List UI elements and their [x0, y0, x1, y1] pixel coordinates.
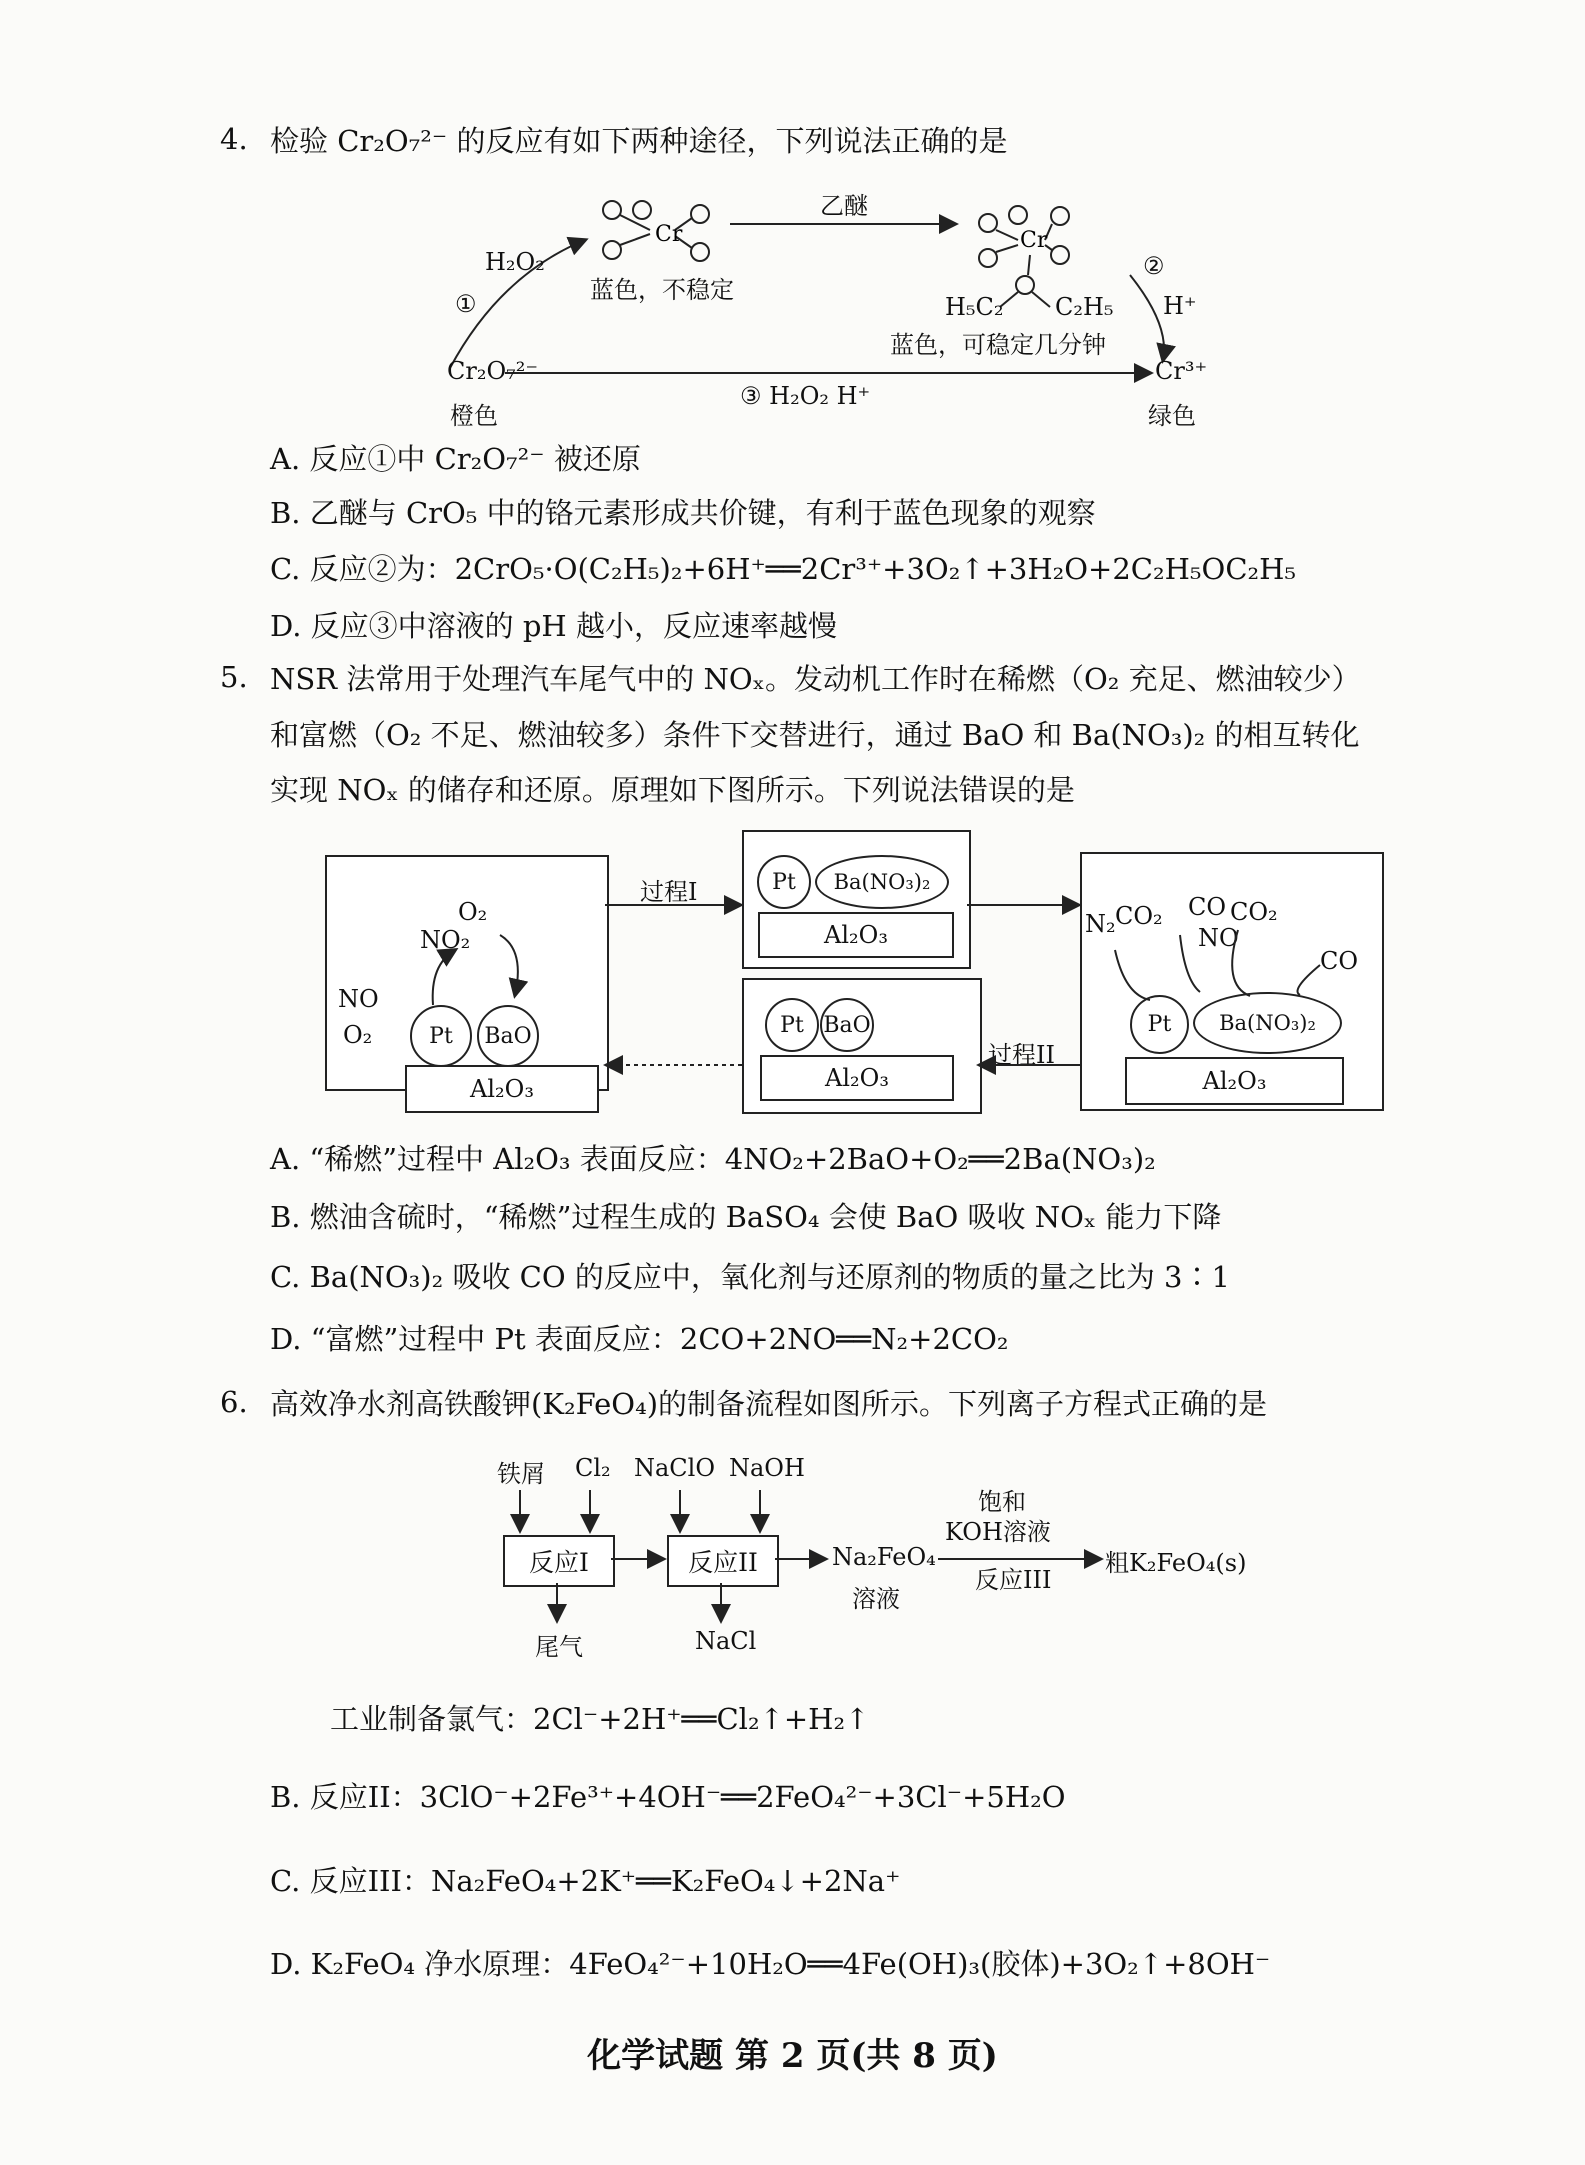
q6-option-b: B. 反应II：3ClO⁻+2Fe³⁺+4OH⁻══2FeO₄²⁻+3Cl⁻+5H₂O — [270, 1780, 1066, 1814]
question-5-line-3: 实现 NOₓ 的储存和还原。原理如下图所示。下列说法错误的是 — [270, 773, 1075, 807]
q6-reagent-3: KOH溶液 — [945, 1518, 1051, 1546]
question-5-line-2: 和富燃（O₂ 不足、燃油较多）条件下交替进行，通过 BaO 和 Ba(NO₃)₂ 的相互转化 — [270, 718, 1360, 752]
q4-step1: ① — [455, 290, 477, 318]
q6-option-c: C. 反应III：Na₂FeO₄+2K⁺══K₂FeO₄↓+2Na⁺ — [270, 1864, 901, 1898]
page-footer: 化学试题 第 2 页(共 8 页) — [587, 2036, 998, 2076]
q5-left-o2-top: O₂ — [458, 898, 488, 926]
q4-right-color: 绿色 — [1148, 402, 1196, 430]
q5-left-pt: Pt — [410, 1005, 472, 1067]
q5-right-co-side: CO — [1320, 947, 1359, 975]
q5-option-b: B. 燃油含硫时，“稀燃”过程生成的 BaSO₄ 会使 BaO 吸收 NOₓ 能力下降 — [270, 1200, 1222, 1234]
q6-input-naoh: NaOH — [729, 1454, 805, 1482]
q5-option-d: D. “富燃”过程中 Pt 表面反应：2CO+2NO══N₂+2CO₂ — [270, 1322, 1009, 1356]
q5-top-al2o3: Al₂O₃ — [758, 912, 954, 958]
q6-reaction-2-box: 反应II — [667, 1535, 779, 1587]
q4-right-species: Cr³⁺ — [1155, 357, 1208, 385]
q6-exhaust: 尾气 — [535, 1633, 583, 1661]
q4-left-species: Cr₂O₇²⁻ — [447, 357, 539, 385]
q5-bottom-al2o3: Al₂O₃ — [760, 1055, 954, 1101]
svg-text:Cr: Cr — [1020, 228, 1048, 253]
question-4-number: 4. — [220, 122, 248, 156]
q5-process-2: 过程II — [988, 1041, 1055, 1069]
q6-reaction-3: 反应III — [975, 1566, 1052, 1594]
q4-top-right-label: 蓝色，可稳定几分钟 — [890, 331, 1106, 359]
q4-top-reagent: 乙醚 — [820, 192, 868, 220]
q4-ether-left: H₅C₂ — [945, 293, 1004, 321]
q5-bottom-pt: Pt — [765, 998, 819, 1052]
q4-option-c: C. 反应②为：2CrO₅·O(C₂H₅)₂+6H⁺══2Cr³⁺+3O₂↑+3H₂O+2C₂H₅OC₂H₅ — [270, 552, 1297, 586]
q6-input-naclo: NaClO — [634, 1454, 716, 1482]
q4-option-a: A. 反应①中 Cr₂O₇²⁻ 被还原 — [270, 442, 641, 476]
question-5-number: 5. — [220, 660, 248, 694]
q5-left-no2: NO₂ — [420, 926, 471, 954]
q5-bottom-bao: BaO — [820, 998, 874, 1052]
q4-left-color: 橙色 — [450, 402, 498, 430]
q4-step3: ③ H₂O₂ H⁺ — [740, 382, 871, 410]
question-4-stem: 检验 Cr₂O₇²⁻ 的反应有如下两种途径，下列说法正确的是 — [270, 124, 1008, 158]
q5-top-ba-nitrate: Ba(NO₃)₂ — [815, 855, 949, 909]
q6-input-cl2: Cl₂ — [575, 1454, 611, 1482]
q6-input-iron: 铁屑 — [497, 1460, 545, 1488]
q6-product-1b: 溶液 — [852, 1585, 900, 1613]
q5-right-co2-1: CO₂ — [1115, 902, 1163, 930]
q5-left-no: NO — [338, 985, 379, 1013]
q5-process-1: 过程I — [640, 878, 698, 906]
q5-left-al2o3: Al₂O₃ — [405, 1065, 599, 1113]
q5-option-c: C. Ba(NO₃)₂ 吸收 CO 的反应中，氧化剂与还原剂的物质的量之比为 3∶1 — [270, 1260, 1230, 1294]
question-6-number: 6. — [220, 1385, 248, 1419]
q5-left-o2-bottom: O₂ — [343, 1021, 373, 1049]
q6-nacl: NaCl — [695, 1627, 757, 1655]
q5-right-al2o3: Al₂O₃ — [1125, 1057, 1344, 1105]
q4-ether-right: C₂H₅ — [1055, 293, 1114, 321]
q6-option-a: 工业制备氯气：2Cl⁻+2H⁺══Cl₂↑+H₂↑ — [330, 1702, 870, 1736]
q6-option-d: D. K₂FeO₄ 净水原理：4FeO₄²⁻+10H₂O══4Fe(OH)₃(胶体)+3O₂↑+8OH⁻ — [270, 1947, 1271, 1981]
question-5-line-1: NSR 法常用于处理汽车尾气中的 NOₓ。发动机工作时在稀燃（O₂ 充足、燃油较少） — [270, 662, 1361, 696]
q4-top-left-label: 蓝色，不稳定 — [590, 276, 734, 304]
q5-right-n2: N₂ — [1085, 910, 1116, 938]
q5-left-bao: BaO — [477, 1005, 539, 1067]
q5-option-a: A. “稀燃”过程中 Al₂O₃ 表面反应：4NO₂+2BaO+O₂══2Ba(NO₃)₂ — [270, 1142, 1156, 1176]
q5-top-pt: Pt — [757, 855, 811, 909]
q5-right-co: CO — [1188, 893, 1227, 921]
q4-right-reagent: H⁺ — [1163, 292, 1197, 320]
q6-reaction-1-box: 反应I — [503, 1535, 615, 1587]
q5-right-ba-nitrate: Ba(NO₃)₂ — [1193, 992, 1342, 1054]
q4-option-b: B. 乙醚与 CrO₅ 中的铬元素形成共价键，有利于蓝色现象的观察 — [270, 496, 1096, 530]
q4-left-reagent: H₂O₂ — [485, 248, 545, 276]
svg-text:Cr: Cr — [655, 222, 683, 247]
q4-option-d: D. 反应③中溶液的 pH 越小，反应速率越慢 — [270, 609, 837, 643]
q6-final-product: 粗K₂FeO₄(s) — [1105, 1549, 1247, 1577]
q5-right-no: NO — [1198, 924, 1239, 952]
q6-product-1: Na₂FeO₄ — [832, 1543, 936, 1571]
q4-step2: ② — [1143, 252, 1165, 280]
q6-reagent-3-top: 饱和 — [978, 1488, 1026, 1516]
question-6-stem: 高效净水剂高铁酸钾(K₂FeO₄)的制备流程如图所示。下列离子方程式正确的是 — [270, 1387, 1268, 1421]
q5-right-pt: Pt — [1130, 995, 1189, 1054]
q5-right-co2-2: CO₂ — [1230, 898, 1278, 926]
